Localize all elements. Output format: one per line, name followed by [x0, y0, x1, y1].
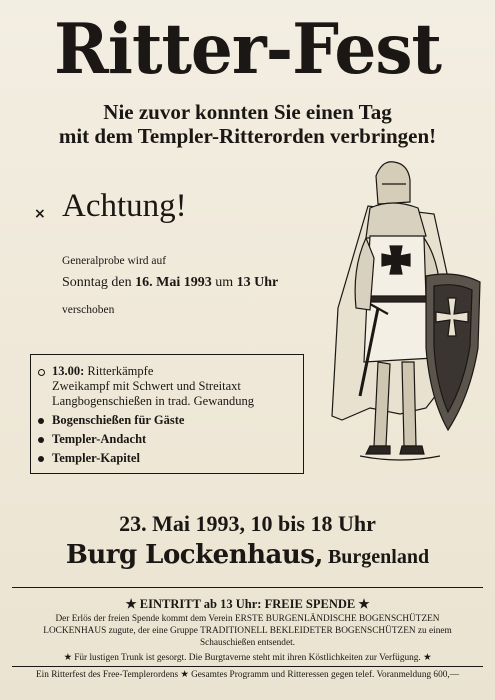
cross-icon: ×	[34, 206, 46, 222]
bullet-icon	[38, 437, 44, 443]
generalprobe-prefix: Sonntag den	[62, 275, 136, 290]
bullet-icon	[38, 456, 44, 462]
eintritt-line	[0, 596, 495, 612]
program-item-1-sub-1: Zweikampf mit Schwert und Streitaxt	[52, 379, 241, 393]
event-venue: Burg Lockenhaus,	[65, 540, 323, 570]
event-venue-line	[0, 540, 495, 570]
footer-text-2: LOCKENHAUS zugute, der eine Gruppe TRADITIONELL BEKLEIDETER BOGENSCHÜTZEN zu einem	[43, 626, 452, 636]
program-item-1-title: Ritterkämpfe	[84, 364, 154, 378]
event-region: Burgenland	[322, 546, 430, 568]
footer-text-5: Ein Ritterfest des Free-Templerordens ★ Gesamtes Programm und Ritteressen gegen telef. Voranmeldung 600,—	[35, 670, 460, 680]
generalprobe-date: 16. Mai 1993	[135, 275, 212, 290]
program-item-4: Templer-Kapitel	[52, 451, 140, 465]
achtung-text: Achtung!	[62, 188, 187, 224]
program-item-1	[52, 364, 153, 378]
footer-text-4: ★ Für lustigen Trunk ist gesorgt. Die Burgtaverne steht mit ihren Köstlichkeiten zur Verfügung. ★	[63, 653, 432, 663]
bullet-icon	[38, 369, 45, 376]
generalprobe-line-2	[62, 275, 278, 291]
event-date: 23. Mai 1993, 10 bis 18 Uhr	[119, 511, 376, 536]
footer-text-3: Schauschießen entsendet.	[199, 638, 295, 648]
eintritt-prefix: ★ EINTRITT ab	[125, 597, 221, 611]
subtitle-line-2: mit dem Templer-Ritterorden verbringen!	[58, 124, 437, 148]
poster-title: Ritter-Fest	[54, 8, 441, 90]
generalprobe-mid: um	[211, 275, 237, 290]
program-item-1-sub-2: Langbogenschießen in trad. Gewandung	[52, 394, 255, 408]
program-item-3: Templer-Andacht	[52, 432, 147, 446]
templar-knight-icon	[330, 158, 482, 470]
program-item-1-time: 13.00:	[52, 364, 85, 378]
generalprobe-line-1: Generalprobe wird auf	[62, 255, 167, 267]
generalprobe-time: 13 Uhr	[236, 275, 279, 290]
program-item-2: Bogenschießen für Gäste	[52, 413, 185, 427]
divider	[12, 587, 483, 588]
poster-subtitle	[10, 100, 485, 148]
bullet-icon	[38, 418, 44, 424]
subtitle-line-1: Nie zuvor konnten Sie einen Tag	[103, 100, 392, 124]
eintritt-time: 13 Uhr	[220, 597, 258, 611]
footer-text-1: Der Erlös der freien Spende kommt dem Verein ERSTE BURGENLÄNDISCHE BOGENSCHÜTZEN	[55, 614, 440, 624]
generalprobe-line-3: verschoben	[62, 304, 115, 316]
eintritt-suffix: : FREIE SPENDE ★	[257, 597, 370, 611]
divider	[12, 666, 483, 667]
